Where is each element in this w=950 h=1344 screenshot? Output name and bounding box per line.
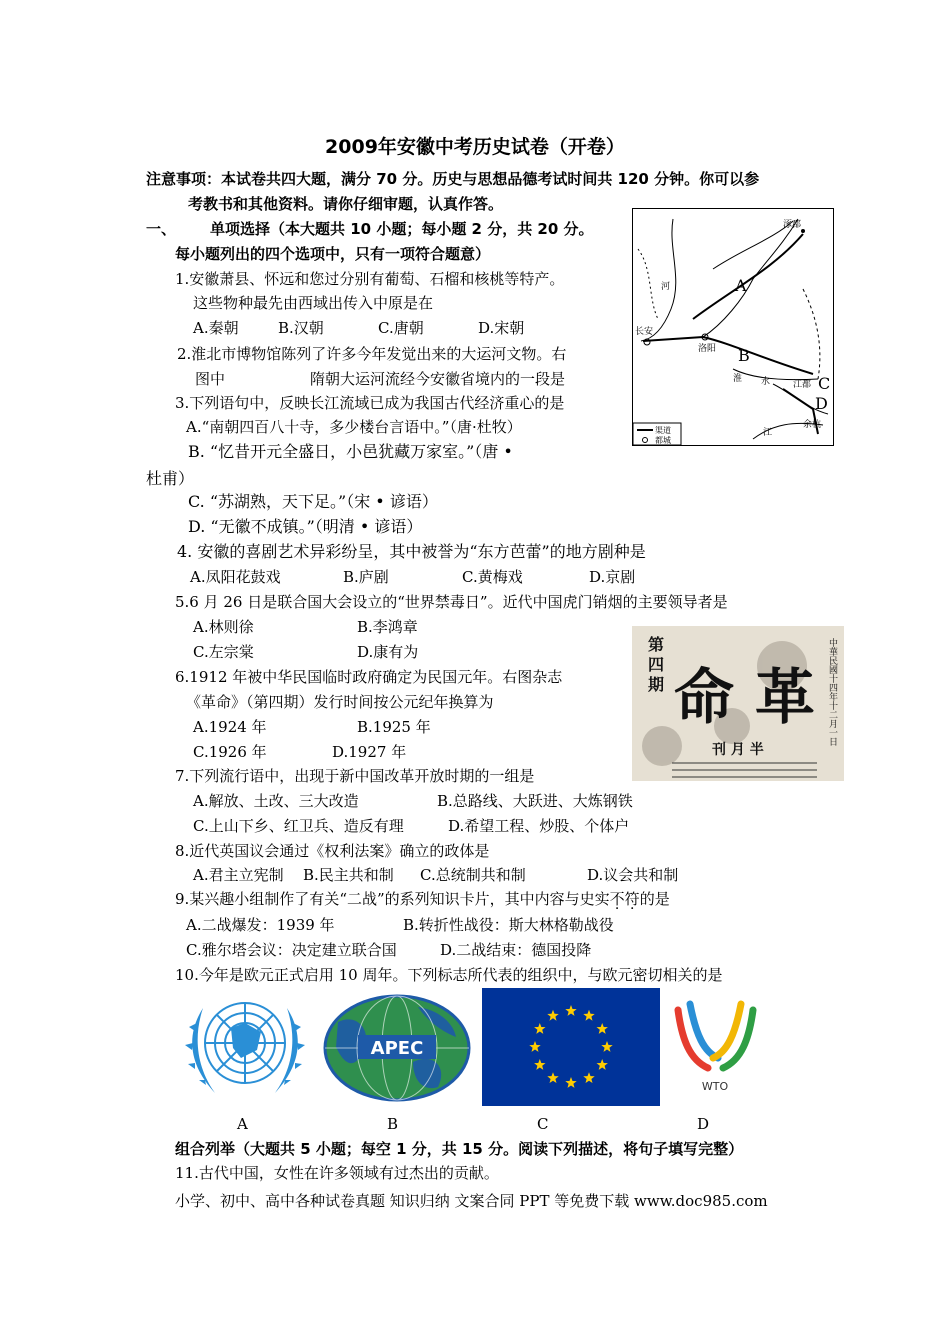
q10-label-a: A — [237, 1115, 248, 1133]
q8-stem: 8.近代英国议会通过《权利法案》确立的政体是 — [175, 842, 490, 860]
q7-stem: 7.下列流行语中，出现于新中国改革开放时期的一组是 — [175, 767, 535, 785]
q4-stem: 4. 安徽的喜剧艺术异彩纷呈，其中被誉为“东方芭蕾”的地方剧种是 — [177, 542, 646, 561]
magazine-date: 中華民國十四年十二月一日 — [827, 638, 837, 746]
q3-option-d: D. “无徽不成镇。”（明清 • 谚语） — [188, 517, 423, 536]
q1-option-c: C.唐朝 — [378, 319, 424, 337]
q1-stem2: 这些物种最先由西域出传入中原是在 — [193, 294, 434, 312]
map-label-changan: 长安 — [635, 327, 654, 337]
q9-option-b: B.转折性战役：斯大林格勒战役 — [403, 916, 614, 934]
q9-option-a: A.二战爆发：1939 年 — [186, 916, 335, 934]
q7-option-a: A.解放、土改、三大改造 — [193, 792, 359, 810]
map-label-a: A — [735, 276, 747, 295]
page-title: 2009年安徽中考历史试卷（开卷） — [325, 136, 625, 158]
q11-stem: 11.古代中国，女性在许多领域有过杰出的贡献。 — [175, 1164, 499, 1182]
section2-heading: 组合列举（大题共 5 小题；每空 1 分，共 15 分。阅读下列描述，将句子填写完整） — [175, 1140, 744, 1158]
q9-stem — [175, 890, 670, 908]
eu-star — [565, 1005, 576, 1016]
map-label-he: 河 — [661, 282, 671, 292]
q7-option-b: B.总路线、大跃进、大炼钢铁 — [437, 792, 633, 810]
q6-stem: 6.1912 年被中华民国临时政府确定为民国元年。右图杂志 — [175, 668, 563, 686]
q2-stem2b: 隋朝大运河流经今安徽省境内的一段是 — [310, 370, 566, 388]
map-label-jiang: 江 — [763, 428, 773, 438]
q9-option-d: D.二战结束：德国投降 — [440, 941, 592, 959]
wto-logo-text: WTO — [701, 1080, 729, 1093]
q6-option-c: C.1926 年 — [193, 743, 267, 761]
map-label-d: D — [815, 394, 828, 413]
q5-option-b: B.李鸿章 — [357, 618, 418, 636]
eu-star — [529, 1041, 540, 1052]
q3-stem: 3.下列语句中，反映长江流域已成为我国古代经济重心的是 — [175, 394, 565, 412]
map-label-jiangdu: 江都 — [793, 380, 812, 390]
magazine-issue-2: 四 — [648, 655, 665, 674]
q4-option-d: D.京剧 — [589, 568, 636, 586]
map-label-luoyang: 洛阳 — [698, 344, 717, 354]
section1-heading: 单项选择（本大题共 10 小题；每小题 2 分，共 20 分。 — [210, 220, 594, 238]
eu-star — [534, 1023, 545, 1034]
apec-logo-text: APEC — [370, 1038, 424, 1059]
section1-sub: 每小题列出的四个选项中，只有一项符合题意） — [175, 245, 491, 263]
section1-number: 一、 — [146, 220, 177, 238]
q7-option-d: D.希望工程、炒股、个体户 — [448, 817, 630, 835]
q8-option-a: A.君主立宪制 — [193, 866, 284, 884]
magazine-issue-3: 期 — [648, 675, 665, 694]
q8-option-b: B.民主共和制 — [303, 866, 394, 884]
q4-option-a: A.凤阳花鼓戏 — [190, 568, 281, 586]
q6-option-d: D.1927 年 — [332, 743, 407, 761]
eu-star — [547, 1072, 558, 1083]
eu-star — [565, 1077, 576, 1088]
q1-option-d: D.宋朝 — [478, 319, 525, 337]
map-label-huai: 淮 — [733, 374, 743, 384]
un-logo — [175, 988, 315, 1106]
map-label-shui: 水 — [761, 377, 771, 387]
q10-stem: 10.今年是欧元正式启用 10 周年。下列标志所代表的组织中，与欧元密切相关的是 — [175, 966, 723, 984]
q6-option-b: B.1925 年 — [357, 718, 431, 736]
q10-label-c: C — [537, 1115, 549, 1133]
q6-stem2: 《革命》（第四期）发行时间按公元纪年换算为 — [186, 693, 494, 711]
q10-label-d: D — [697, 1115, 710, 1133]
geming-magazine-cover — [632, 626, 844, 781]
eu-star — [597, 1059, 608, 1070]
q3-option-c: C. “苏湖熟，天下足。”（宋 • 谚语） — [188, 492, 438, 511]
wto-logo — [668, 990, 763, 1098]
map-legend-capital: 都城 — [655, 436, 671, 445]
q9-stem-post: 的是 — [639, 890, 670, 908]
eu-star — [583, 1072, 594, 1083]
q5-option-d: D.康有为 — [357, 643, 419, 661]
map-label-yuhang: 余杭 — [803, 420, 822, 430]
eu-star — [601, 1041, 612, 1052]
q8-option-d: D.议会共和制 — [587, 866, 679, 884]
q5-option-c: C.左宗棠 — [193, 643, 254, 661]
eu-stars — [482, 988, 660, 1106]
q9-emphasis-2: 符 — [624, 890, 640, 908]
q4-option-c: C.黄梅戏 — [462, 568, 523, 586]
q1-stem: 1.安徽萧县、怀远和您过分别有葡萄、石榴和核桃等特产。 — [175, 270, 565, 288]
magazine-issue-1: 第 — [648, 635, 665, 654]
q9-emphasis-1: 不 — [609, 890, 625, 908]
q7-option-c: C.上山下乡、红卫兵、造反有理 — [193, 817, 404, 835]
q8-option-c: C.总统制共和制 — [420, 866, 526, 884]
q4-option-b: B.庐剧 — [343, 568, 389, 586]
q1-option-b: B.汉朝 — [278, 319, 324, 337]
map-label-zhuojun: 涿郡 — [783, 220, 802, 230]
eu-flag — [482, 988, 660, 1106]
q9-option-c: C.雅尔塔会议：决定建立联合国 — [186, 941, 397, 959]
eu-star — [547, 1010, 558, 1021]
notice-line1: 注意事项：本试卷共四大题，满分 70 分。历史与思想品德考试时间共 120 分钟。你可以参 — [146, 170, 760, 188]
q3-option-b-cont: 杜甫） — [146, 469, 195, 488]
eu-star — [597, 1023, 608, 1034]
q3-option-b: B. “忆昔开元全盛日，小邑犹藏万家室。”（唐 • — [188, 442, 513, 461]
q5-stem: 5.6 月 26 日是联合国大会设立的“世界禁毒日”。近代中国虎门销烟的主要领导者是 — [175, 593, 728, 611]
q2-stem2a: 图中 — [195, 370, 226, 388]
q9-stem-pre: 9.某兴趣小组制作了有关“二战”的系列知识卡片，其中内容与史实 — [175, 890, 610, 908]
map-legend-canal: 渠道 — [655, 426, 671, 435]
q6-option-a: A.1924 年 — [193, 718, 267, 736]
q2-stem: 2.淮北市博物馆陈列了许多今年发觉出来的大运河文物。右 — [177, 345, 567, 363]
map-label-c: C — [818, 374, 831, 393]
apec-logo — [318, 992, 476, 1104]
footer: 小学、初中、高中各种试卷真题 知识归纳 文案合同 PPT 等免费下载 www.doc985.com — [175, 1192, 768, 1210]
q3-option-a: A.“南朝四百八十寺，多少楼台言语中。”（唐·杜牧） — [186, 418, 522, 436]
grand-canal-map — [632, 208, 834, 446]
eu-star — [583, 1010, 594, 1021]
eu-star — [534, 1059, 545, 1070]
notice-line2: 考教书和其他资料。请你仔细审题，认真作答。 — [188, 195, 504, 213]
q1-option-a: A.秦朝 — [193, 319, 239, 337]
magazine-title: 命 革 — [674, 663, 815, 733]
q10-label-b: B — [387, 1115, 399, 1133]
magazine-subtitle: 刊 月 半 — [712, 742, 764, 758]
q5-option-a: A.林则徐 — [193, 618, 254, 636]
map-label-b: B — [738, 346, 750, 365]
